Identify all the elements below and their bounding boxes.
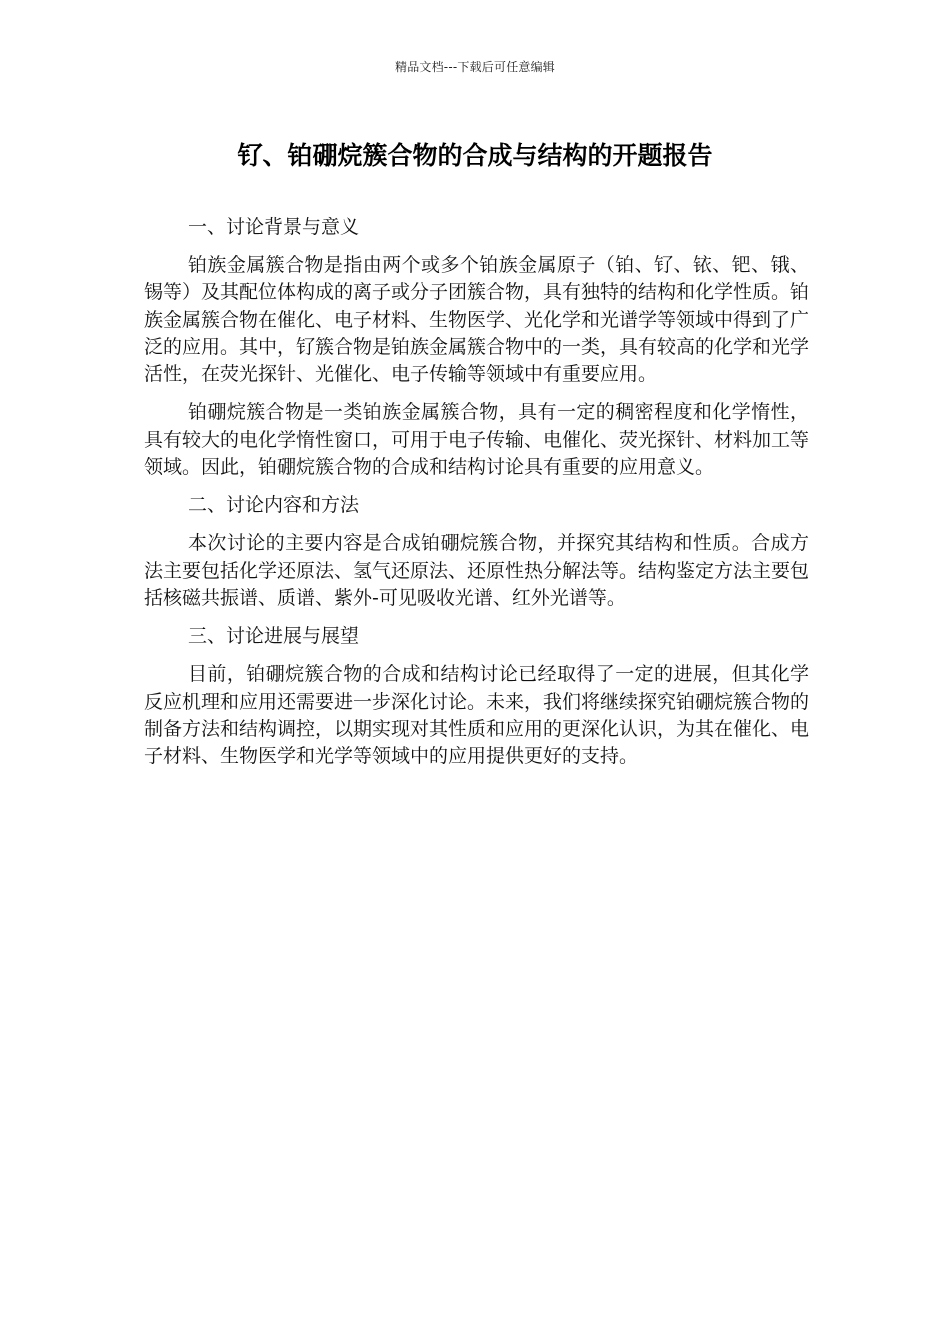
section-progress-outlook [144, 623, 809, 770]
paragraph: 目前，铂硼烷簇合物的合成和结构讨论已经取得了一定的进展，但其化学反应机理和应用还需要进一步深化讨论。未来，我们将继续探究铂硼烷簇合物的制备方法和结构调控，以期实现对其性质和应用的更深化认识，为其在催化、电子材料、生物医学和光学等领域中的应用提供更好的支持。 [144, 663, 810, 768]
paragraph: 铂族金属簇合物是指由两个或多个铂族金属原子（铂、钌、铱、钯、锇、锡等）及其配位体构成的离子或分子团簇合物，具有独特的结构和化学性质。铂族金属簇合物在催化、电子材料、生物医学、光化学和光谱学等领域中得到了广泛的应用。其中，钌簇合物是铂族金属簇合物中的一类，具有较高的化学和光学活性，在荧光探针、光催化、电子传输等领域中有重要应用。 [144, 254, 810, 386]
header-note: 精品文档---下载后可任意编辑 [395, 60, 555, 74]
document-title: 钌、铂硼烷簇合物的合成与结构的开题报告 [237, 141, 713, 170]
document-body [144, 214, 809, 781]
section-heading: 一、讨论背景与意义 [188, 216, 360, 238]
paragraph: 铂硼烷簇合物是一类铂族金属簇合物，具有一定的稠密程度和化学惰性，具有较大的电化学惰性窗口，可用于电子传输、电催化、荧光探针、材料加工等领域。因此，铂硼烷簇合物的合成和结构讨论具有重要的应用意义。 [144, 401, 810, 479]
section-heading: 二、讨论内容和方法 [188, 494, 360, 517]
section-background [144, 214, 809, 481]
section-heading: 三、讨论进展与展望 [188, 625, 360, 648]
section-content-methods [144, 492, 809, 612]
paragraph: 本次讨论的主要内容是合成铂硼烷簇合物，并探究其结构和性质。合成方法主要包括化学还原法、氢气还原法、还原性热分解法等。结构鉴定方法主要包括核磁共振谱、质谱、紫外-可见吸收光谱、红外光谱等。 [144, 532, 810, 609]
